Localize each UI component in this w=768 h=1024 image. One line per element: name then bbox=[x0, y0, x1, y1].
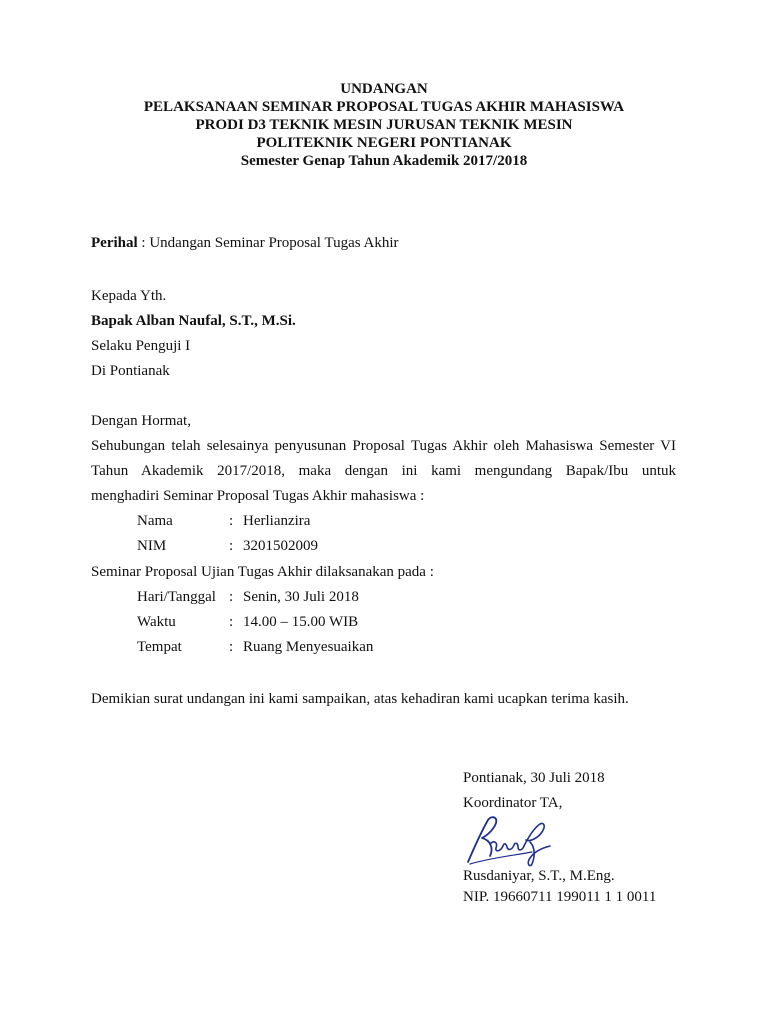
subject-line bbox=[91, 234, 399, 252]
student-name-value: Herlianzira bbox=[243, 513, 311, 529]
signoff-place-date: Pontianak, 30 Juli 2018 bbox=[463, 770, 605, 786]
paragraph-line-2: Tahun Akademik 2017/2018, maka dengan ini kami mengundang Bapak/Ibu untuk bbox=[91, 463, 676, 479]
subject-label: Perihal bbox=[91, 235, 138, 251]
student-nim-label: NIM bbox=[137, 538, 167, 554]
signoff-nip: NIP. 19660711 199011 1 1 0011 bbox=[463, 889, 657, 905]
recipient-role: Selaku Penguji I bbox=[91, 338, 191, 354]
student-nim-value: 3201502009 bbox=[243, 538, 318, 554]
heading-semester: Semester Genap Tahun Akademik 2017/2018 bbox=[240, 153, 528, 169]
closing-sentence: Demikian surat undangan ini kami sampaikan, atas kehadiran kami ucapkan terima kasih. bbox=[91, 691, 629, 707]
schedule-date-label: Hari/Tanggal bbox=[137, 589, 216, 605]
schedule-place-label: Tempat bbox=[137, 639, 182, 655]
schedule-time-colon: : bbox=[229, 614, 234, 630]
schedule-place-colon: : bbox=[229, 639, 234, 655]
letter-heading bbox=[0, 80, 768, 170]
schedule-place-value: Ruang Menyesuaikan bbox=[243, 639, 374, 655]
recipient-place: Di Pontianak bbox=[91, 363, 170, 379]
heading-title: UNDANGAN bbox=[340, 81, 428, 97]
salutation: Dengan Hormat, bbox=[91, 413, 191, 429]
schedule-date-colon: : bbox=[229, 589, 234, 605]
student-name-colon: : bbox=[229, 513, 234, 529]
signature-strokes bbox=[468, 817, 550, 865]
handwritten-signature bbox=[460, 812, 560, 868]
heading-event: PELAKSANAAN SEMINAR PROPOSAL TUGAS AKHIR MAHASISWA bbox=[143, 99, 625, 115]
subject-text: Undangan Seminar Proposal Tugas Akhir bbox=[149, 235, 399, 251]
recipient-greeting: Kepada Yth. bbox=[91, 288, 167, 304]
heading-program: PRODI D3 TEKNIK MESIN JURUSAN TEKNIK MESIN bbox=[195, 117, 573, 133]
paragraph-line-1: Sehubungan telah selesainya penyusunan Proposal Tugas Akhir oleh Mahasiswa Semester VI bbox=[91, 438, 676, 454]
signoff-name: Rusdaniyar, S.T., M.Eng. bbox=[463, 868, 615, 884]
recipient-name: Bapak Alban Naufal, S.T., M.Si. bbox=[91, 313, 296, 329]
schedule-date-value: Senin, 30 Juli 2018 bbox=[243, 589, 359, 605]
paragraph-line-3: menghadiri Seminar Proposal Tugas Akhir mahasiswa : bbox=[91, 488, 425, 504]
schedule-time-label: Waktu bbox=[137, 614, 176, 630]
schedule-intro: Seminar Proposal Ujian Tugas Akhir dilaksanakan pada : bbox=[91, 564, 434, 580]
subject-separator: : bbox=[137, 235, 150, 251]
student-nim-colon: : bbox=[229, 538, 234, 554]
student-name-label: Nama bbox=[137, 513, 173, 529]
schedule-time-value: 14.00 – 15.00 WIB bbox=[243, 614, 359, 630]
heading-institution: POLITEKNIK NEGERI PONTIANAK bbox=[256, 135, 512, 151]
signoff-position: Koordinator TA, bbox=[463, 795, 563, 811]
